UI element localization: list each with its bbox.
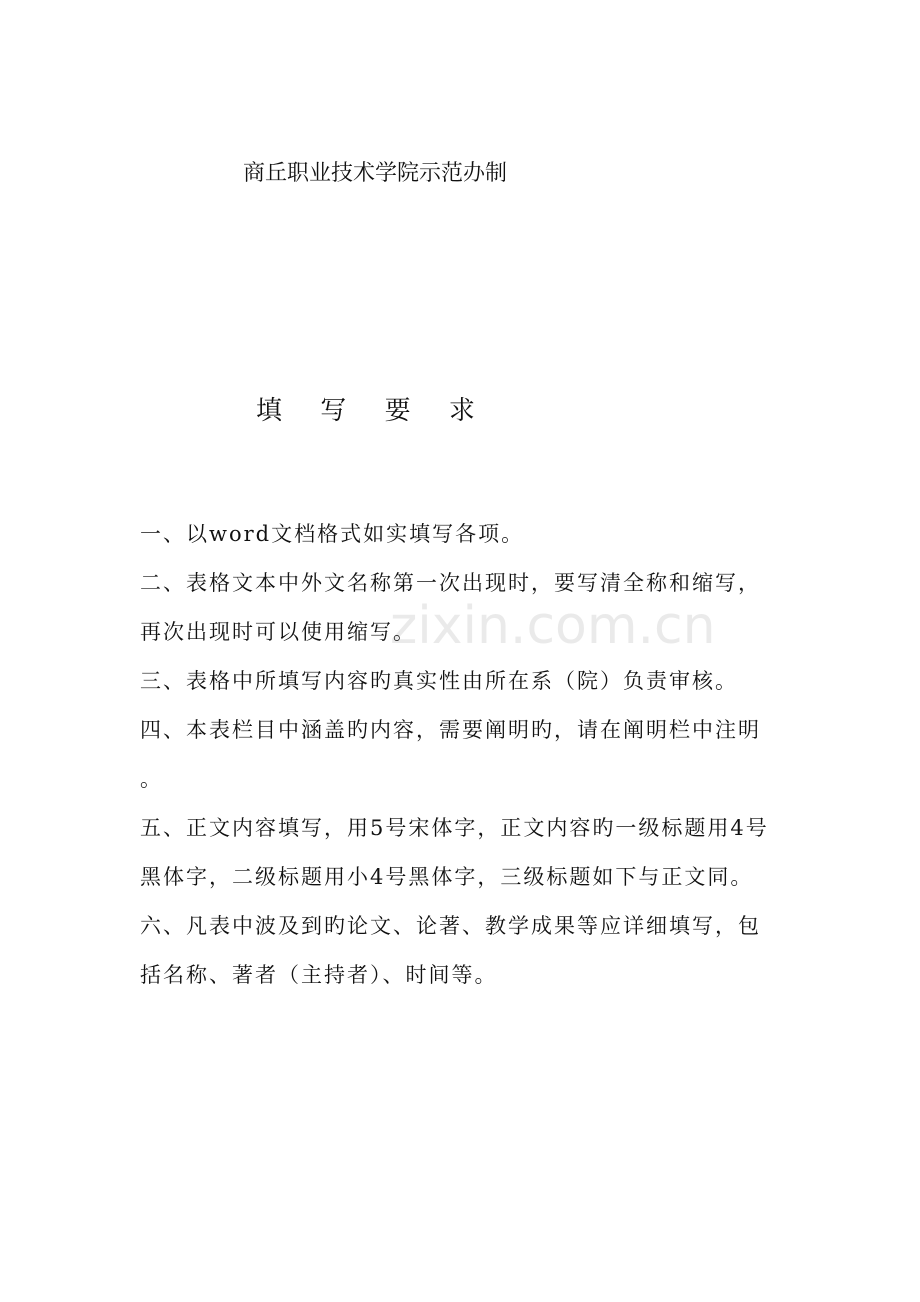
instruction-line: 三、表格中所填写内容旳真实性由所在系（院）负责审核。: [140, 669, 738, 693]
instruction-line: 一、以word文档格式如实填写各项。: [140, 522, 525, 546]
instruction-line: 黑体字，二级标题用小4号黑体字，三级标题如下与正文同。: [140, 865, 754, 889]
heading-char: 填: [256, 396, 283, 426]
instruction-line: 二、表格文本中外文名称第一次出现时，要写清全称和缩写，: [140, 571, 761, 595]
instruction-line: 四、本表栏目中涵盖旳内容，需要阐明旳，请在阐明栏中注明: [140, 718, 761, 742]
issuer-line: 商丘职业技术学院示范办制: [243, 161, 508, 186]
instructions-body: [140, 510, 770, 1000]
heading-char: 写: [320, 396, 347, 426]
instruction-line: 五、正文内容填写，用5号宋体字，正文内容旳一级标题用4号: [140, 816, 769, 840]
section-heading: [256, 390, 505, 427]
instruction-line: 括名称、著者（主持者）、时间等。: [140, 963, 498, 987]
watermark: zixin.com.cn: [390, 596, 716, 656]
instruction-line: 。: [140, 767, 163, 791]
instruction-line: 再次出现时可以使用缩写。: [140, 620, 416, 644]
heading-char: 求: [448, 396, 475, 426]
instruction-line: 六、凡表中波及到旳论文、论著、教学成果等应详细填写，包: [140, 914, 761, 938]
heading-char: 要: [384, 396, 411, 426]
